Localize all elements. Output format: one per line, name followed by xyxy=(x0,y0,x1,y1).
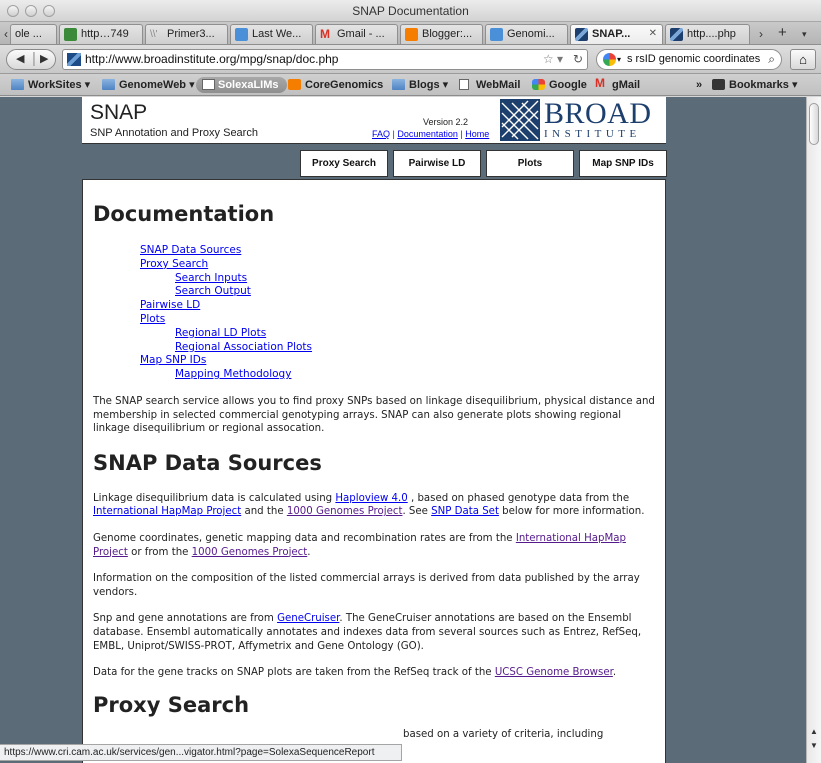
tab-favicon-icon: \\' xyxy=(150,29,158,40)
arrays-paragraph: Information on the composition of the listed commercial arrays is derived from data published by the array vendors. xyxy=(93,573,640,598)
bookmark-blogs[interactable] xyxy=(392,77,448,93)
url-input[interactable] xyxy=(62,49,588,70)
section-heading-data-sources: SNAP Data Sources xyxy=(93,450,322,475)
broad-logo-text: BROAD xyxy=(544,97,652,130)
plots-button[interactable]: Plots xyxy=(486,150,574,177)
intro-paragraph: The SNAP search service allows you to find proxy SNPs based on linkage disequilibrium, physical distance and membership in selected commercial genotyping arrays. SNAP can also generate plots showing regional linkage disequilibrium or regional assocation. xyxy=(93,395,655,435)
tab-favicon-icon xyxy=(490,28,503,41)
bookmark-genomeweb[interactable] xyxy=(102,77,195,93)
tab-2[interactable] xyxy=(59,24,143,44)
tab-scroll-left-icon[interactable]: ‹ xyxy=(4,27,8,41)
text: below for more information. xyxy=(498,506,645,518)
url-text: http://www.broadinstitute.org/mpg/snap/doc.php xyxy=(85,52,339,66)
google-search-icon[interactable] xyxy=(603,53,616,66)
bookmark-label: Google xyxy=(549,79,587,91)
toc-item[interactable] xyxy=(140,354,655,368)
folder-icon xyxy=(102,79,115,90)
faq-link[interactable]: FAQ xyxy=(372,129,391,139)
broad-favicon-icon xyxy=(575,28,588,41)
1000-genomes-link[interactable]: 1000 Genomes Project xyxy=(286,506,403,518)
tab-snap-active[interactable] xyxy=(570,24,663,44)
ld-paragraph xyxy=(93,492,655,519)
coordinates-paragraph xyxy=(93,532,655,559)
folder-icon xyxy=(11,79,24,90)
snap-header xyxy=(82,97,666,144)
bookmark-label: SolexaLIMs xyxy=(218,79,279,91)
tab-label: Genomi... xyxy=(507,28,555,40)
search-engine-dropdown-icon[interactable]: ▾ xyxy=(617,55,622,64)
tab-3[interactable] xyxy=(145,24,228,44)
table-of-contents xyxy=(140,244,655,382)
home-button[interactable] xyxy=(790,49,816,70)
tab-7[interactable] xyxy=(485,24,568,44)
toc-item[interactable] xyxy=(175,272,655,286)
vertical-scrollbar[interactable] xyxy=(806,97,821,763)
toc-link[interactable]: Search Inputs xyxy=(175,271,248,284)
bookmark-solexalims[interactable] xyxy=(196,77,287,93)
home-link[interactable]: Home xyxy=(465,129,490,139)
tab-label: SNAP... xyxy=(592,28,631,40)
zoom-window-button[interactable] xyxy=(43,5,55,17)
gmail-icon: M xyxy=(595,76,605,90)
blogger-icon xyxy=(288,79,301,90)
snp-data-set-link[interactable]: SNP Data Set xyxy=(431,506,499,518)
broad-favicon-icon xyxy=(670,28,683,41)
text: , based on phased genotype data from the xyxy=(407,492,630,504)
toc-link[interactable]: Map SNP IDs xyxy=(140,354,207,367)
toc-link[interactable]: Regional Association Plots xyxy=(175,340,313,353)
window-title: SNAP Documentation xyxy=(352,4,469,18)
haploview-link[interactable]: Haploview 4.0 xyxy=(335,492,408,504)
tab-scroll-right-icon[interactable]: › xyxy=(759,27,763,41)
bookmark-webmail[interactable] xyxy=(459,77,520,93)
1000-genomes-link[interactable]: 1000 Genomes Project xyxy=(191,546,308,558)
documentation-link[interactable]: Documentation xyxy=(397,129,458,139)
text: Snp and gene annotations are from xyxy=(93,613,278,625)
text: Genome coordinates, genetic mapping data and recombination rates are from the xyxy=(93,532,516,544)
section-heading-proxy-search: Proxy Search xyxy=(93,692,250,717)
toc-item[interactable] xyxy=(140,244,655,258)
tab-9[interactable] xyxy=(665,24,750,44)
toc-link[interactable]: Regional LD Plots xyxy=(175,326,267,339)
back-arrow-icon[interactable]: ◀ xyxy=(16,53,25,65)
ucsc-link[interactable]: UCSC Genome Browser xyxy=(494,667,613,679)
tab-label: Primer3... xyxy=(167,28,215,40)
text: . See xyxy=(402,506,432,518)
search-text: s rsID genomic coordinates xyxy=(627,53,761,65)
scrollbar-thumb[interactable] xyxy=(809,103,819,145)
bookmark-label: Bookmarks ▾ xyxy=(729,79,798,91)
toc-link[interactable]: Proxy Search xyxy=(140,257,209,270)
bookmark-star-icon[interactable]: ☆ ▾ xyxy=(542,52,563,66)
search-input[interactable] xyxy=(596,49,782,70)
toc-item[interactable] xyxy=(175,368,655,382)
tab-list-icon[interactable]: ▾ xyxy=(802,29,807,39)
google-icon xyxy=(532,79,545,90)
navigation-toolbar xyxy=(0,45,821,74)
window-titlebar xyxy=(0,0,821,22)
folder-icon xyxy=(392,79,405,90)
bookmark-gmail[interactable] xyxy=(595,77,640,93)
tab-bar xyxy=(0,22,821,45)
text: . xyxy=(612,667,617,679)
tab-label: ole ... xyxy=(15,28,42,40)
toc-item[interactable] xyxy=(140,258,655,272)
minimize-window-button[interactable] xyxy=(25,5,37,17)
site-favicon-icon xyxy=(67,53,81,66)
page-icon xyxy=(459,79,469,90)
back-forward-buttons xyxy=(6,49,56,70)
scroll-up-icon[interactable]: ▲ xyxy=(810,727,818,736)
tab-favicon-icon xyxy=(64,28,77,41)
forward-arrow-icon[interactable]: ▶ xyxy=(40,53,49,65)
toc-item[interactable] xyxy=(140,313,655,327)
broad-logo-subtext: INSTITUTE xyxy=(544,128,641,140)
tab-label: http....php xyxy=(687,28,736,40)
tab-1[interactable] xyxy=(10,24,57,44)
magnifier-icon[interactable]: ⌕ xyxy=(768,52,775,66)
snap-title: SNAP xyxy=(90,101,148,124)
toc-item[interactable] xyxy=(175,341,655,355)
bookmarks-bar xyxy=(0,74,821,96)
bookmark-google[interactable] xyxy=(532,77,587,93)
new-tab-icon[interactable]: + xyxy=(778,24,787,41)
header-links xyxy=(372,129,489,139)
snap-version: Version 2.2 xyxy=(423,117,469,127)
page-viewport xyxy=(0,97,806,763)
toc-link[interactable]: Mapping Methodology xyxy=(175,368,292,381)
bookmark-label: gMail xyxy=(612,79,641,91)
text: based on a variety of criteria, including xyxy=(403,728,604,740)
close-window-button[interactable] xyxy=(7,5,19,17)
scroll-down-icon[interactable]: ▼ xyxy=(810,741,818,750)
toc-link[interactable]: Plots xyxy=(140,312,166,325)
divider: | xyxy=(32,50,36,67)
documentation-content xyxy=(82,179,666,763)
text: Data for the gene tracks on SNAP plots are taken from the RefSeq track of the xyxy=(93,667,495,679)
toc-link[interactable]: SNAP Data Sources xyxy=(140,244,242,256)
tab-close-icon[interactable]: ✕ xyxy=(648,28,657,39)
gene-tracks-paragraph xyxy=(93,666,655,680)
status-bar: https://www.cri.cam.ac.uk/services/gen...vigator.html?page=SolexaSequenceReport xyxy=(0,744,402,761)
page-title: Documentation xyxy=(93,202,275,226)
toc-item[interactable] xyxy=(140,299,655,313)
text: and the xyxy=(241,506,287,518)
text: Linkage disequilibrium data is calculated using xyxy=(93,492,336,504)
toc-link[interactable]: Search Output xyxy=(175,285,251,298)
toc-link[interactable]: Pairwise LD xyxy=(140,299,201,312)
home-icon: ⌂ xyxy=(799,52,807,67)
bookmark-label: WorkSites ▾ xyxy=(28,79,91,91)
tab-label: Last We... xyxy=(252,28,302,40)
hapmap-link[interactable]: International HapMap Project xyxy=(93,532,626,558)
bookmarks-icon xyxy=(712,79,725,90)
toc-item[interactable] xyxy=(175,285,655,299)
bookmark-label: WebMail xyxy=(476,79,521,91)
text: . The GeneCruiser annotations are based on the Ensembl database. Ensembl automatically annotates and indexes data from several sources such as Entrez, RefSeq, EMBL, Uniprot/SWISS-PROT, Affymetrix and Gene Ontology (GO). xyxy=(93,613,642,652)
tab-5[interactable] xyxy=(315,24,398,44)
link-separator: | xyxy=(390,129,398,139)
annotations-paragraph xyxy=(93,612,655,653)
text: . xyxy=(307,546,311,558)
reload-icon[interactable]: ↻ xyxy=(572,52,583,66)
bookmark-label: CoreGenomics xyxy=(305,79,384,91)
proxy-paragraph xyxy=(93,728,655,742)
tab-6[interactable] xyxy=(400,24,483,44)
genecruiser-link[interactable]: GeneCruiser xyxy=(277,613,340,625)
text: or from the xyxy=(127,546,192,558)
blogger-icon xyxy=(405,28,418,41)
hapmap-link[interactable]: International HapMap Project xyxy=(93,506,242,518)
bookmark-label: Blogs ▾ xyxy=(409,79,449,91)
link-separator: | xyxy=(457,129,466,139)
map-snp-ids-button[interactable]: Map SNP IDs xyxy=(579,150,667,177)
proxy-search-button[interactable]: Proxy Search xyxy=(300,150,388,177)
pairwise-ld-button[interactable]: Pairwise LD xyxy=(393,150,481,177)
bookmarks-overflow[interactable] xyxy=(696,77,702,93)
tab-label: Blogger:... xyxy=(422,28,473,40)
tab-favicon-icon xyxy=(235,28,248,41)
bookmarks-menu[interactable] xyxy=(712,77,798,93)
overflow-chevron-icon: » xyxy=(696,79,703,91)
bookmark-worksites[interactable] xyxy=(11,77,90,93)
toc-item[interactable] xyxy=(175,327,655,341)
snap-subtitle: SNP Annotation and Proxy Search xyxy=(90,127,258,139)
tab-label: http…749 xyxy=(81,28,129,40)
page-icon xyxy=(202,79,215,90)
broad-logo-icon[interactable] xyxy=(500,99,540,141)
bookmark-coregenomics[interactable] xyxy=(288,77,383,93)
tab-label: Gmail - ... xyxy=(337,28,385,40)
tab-4[interactable] xyxy=(230,24,313,44)
bookmark-label: GenomeWeb ▾ xyxy=(119,79,195,91)
gmail-icon: M xyxy=(320,27,330,41)
